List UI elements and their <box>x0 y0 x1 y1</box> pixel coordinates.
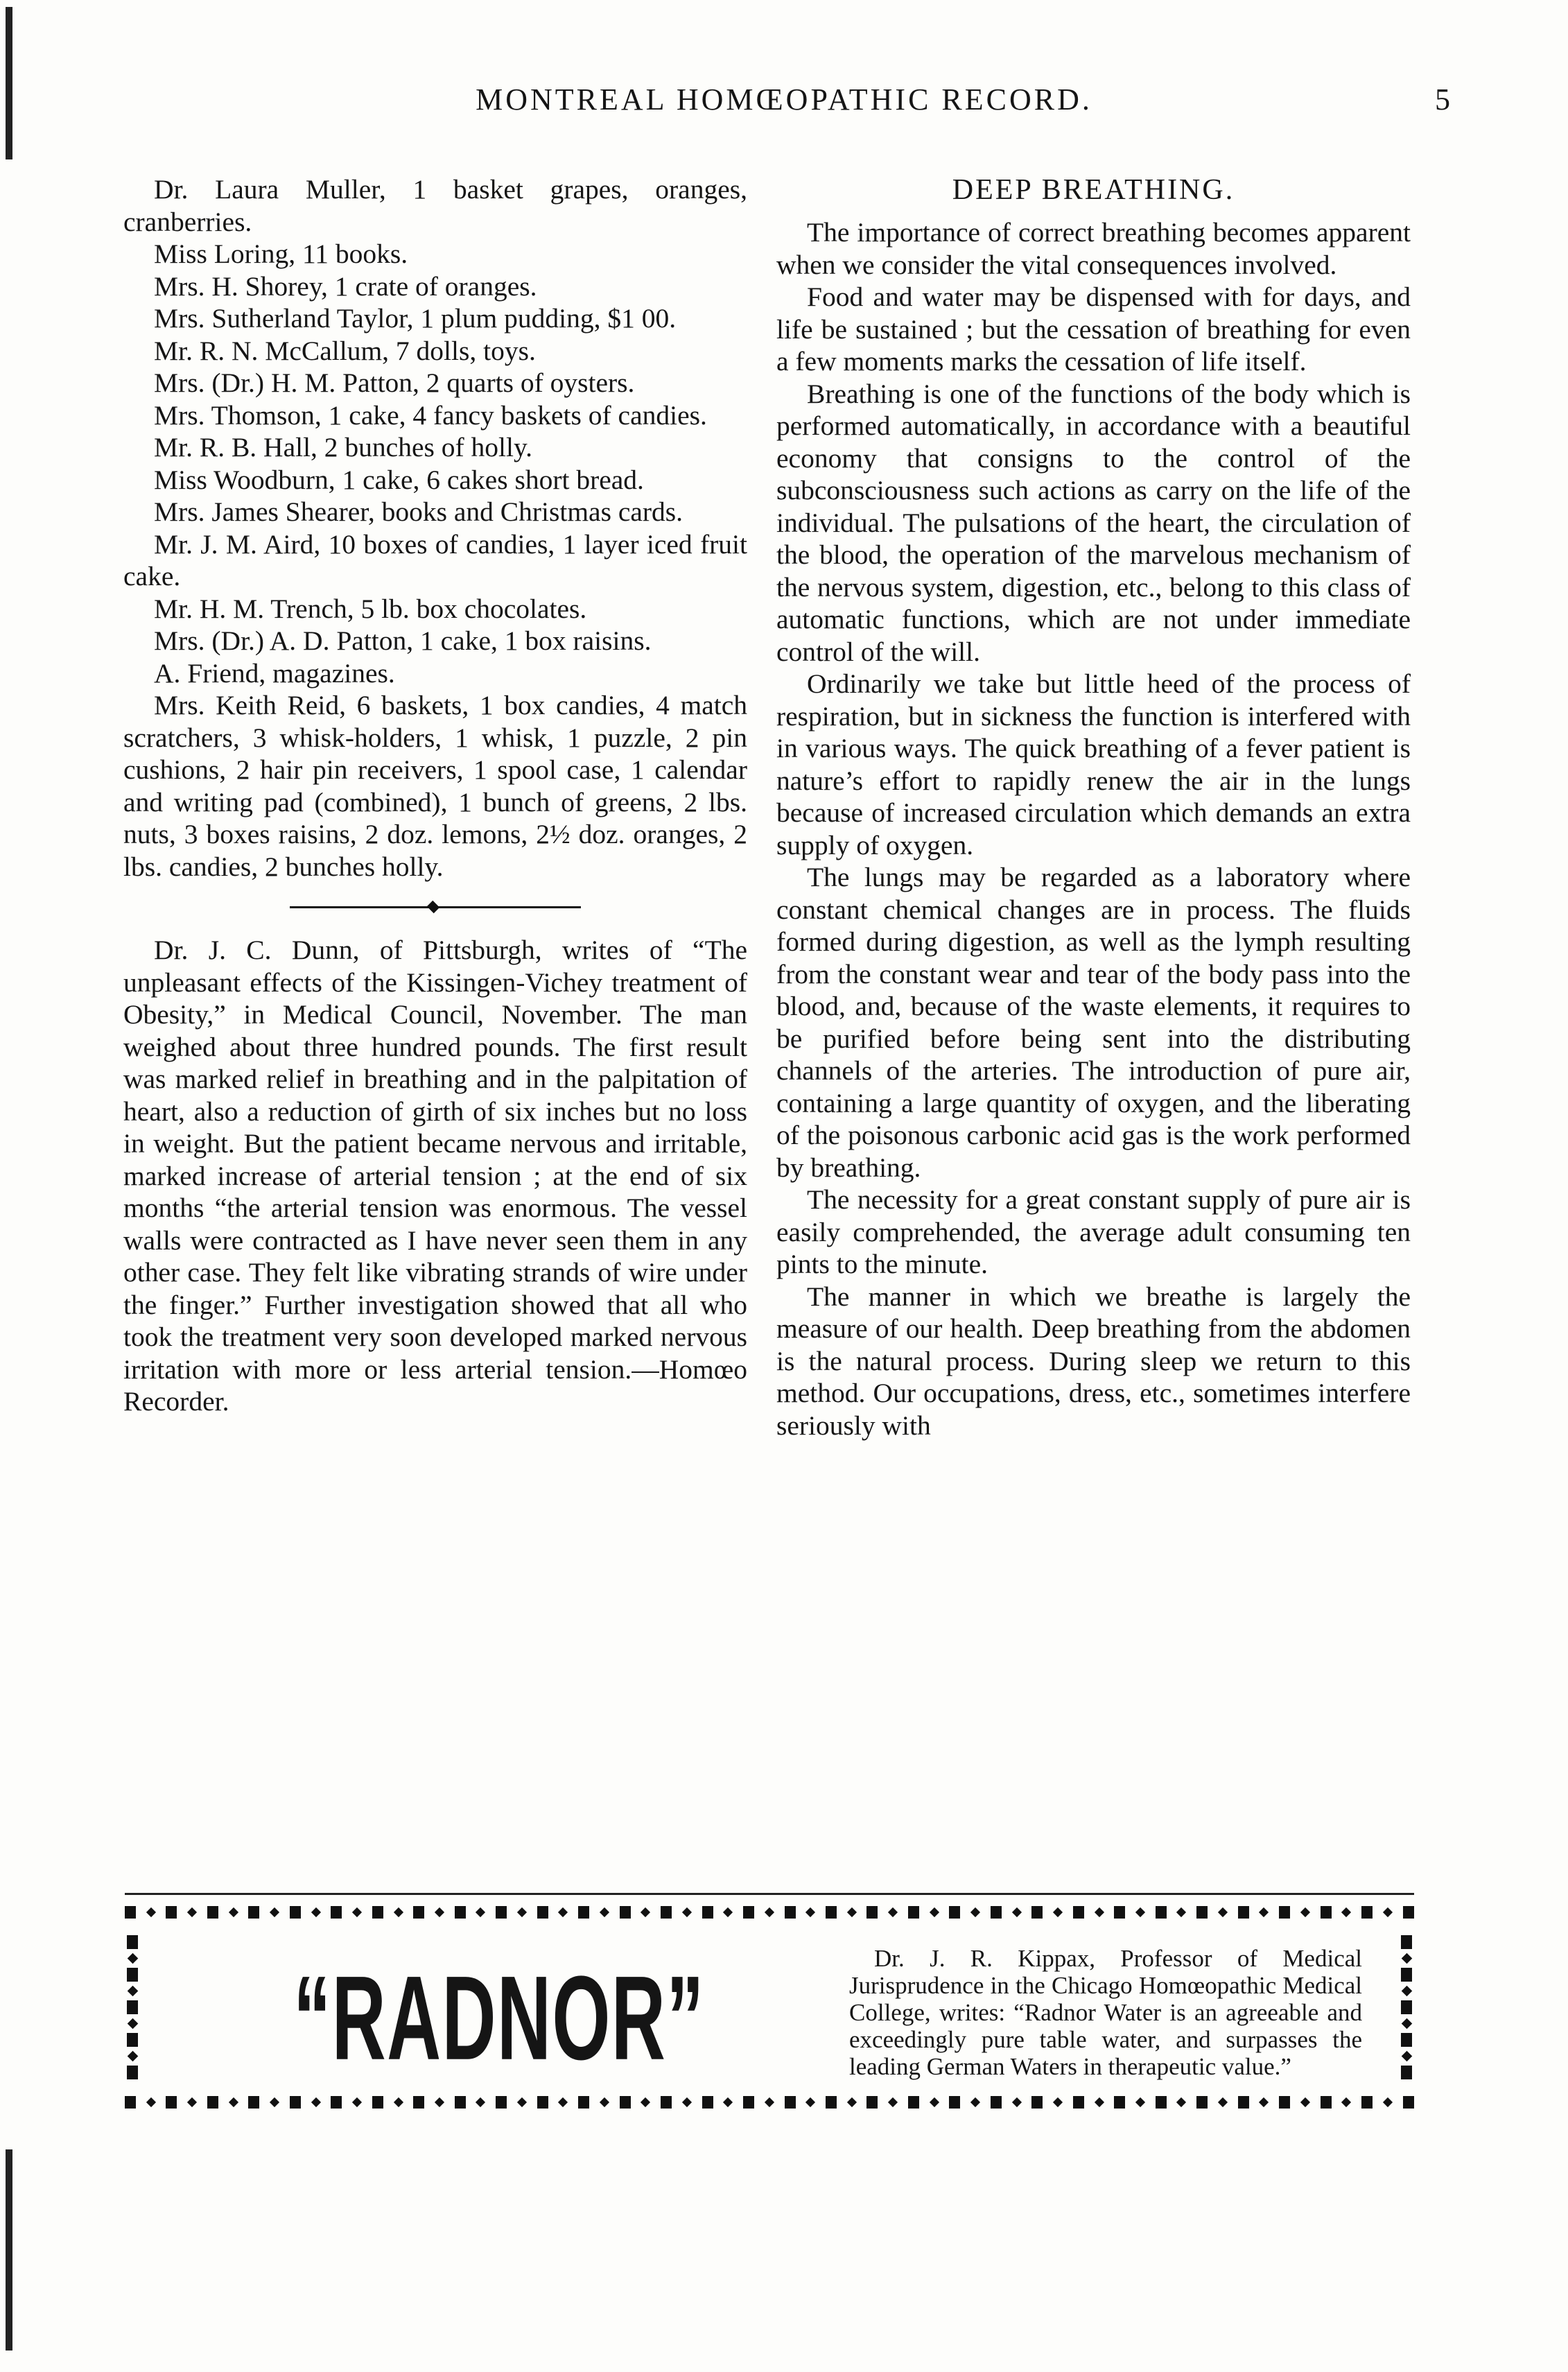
border-diamond-ornament <box>1176 1907 1186 1917</box>
border-square-ornament <box>661 1906 672 1919</box>
border-square-ornament <box>661 2096 672 2109</box>
border-square-ornament <box>1156 2096 1167 2109</box>
border-square-ornament <box>127 1935 138 1949</box>
page-header <box>118 82 1450 130</box>
ad-border-right <box>1399 1935 1414 2079</box>
border-diamond-ornament <box>641 2097 650 2107</box>
brand-name: “RADNOR” <box>293 1950 705 2085</box>
donation-entry: Mr. J. M. Aird, 10 boxes of candies, 1 layer iced fruit cake. <box>123 528 747 591</box>
border-square-ornament <box>1156 1906 1167 1919</box>
border-square-ornament <box>1196 2096 1208 2109</box>
border-diamond-ornament <box>127 1986 138 1997</box>
border-diamond-ornament <box>1135 2097 1145 2107</box>
border-diamond-ornament <box>1053 2097 1063 2107</box>
border-square-ornament <box>702 2096 713 2109</box>
border-diamond-ornament <box>765 2097 774 2107</box>
border-diamond-ornament <box>682 1907 692 1917</box>
border-square-ornament <box>166 1906 177 1919</box>
border-diamond-ornament <box>558 2097 568 2107</box>
border-diamond-ornament <box>476 1907 485 1917</box>
border-diamond-ornament <box>1401 1986 1412 1997</box>
border-square-ornament <box>908 1906 919 1919</box>
article-paragraph: The manner in which we breathe is largely the measure of our health. Deep breathing from the abdomen is the natural process. During sleep we return to this method. Our occupations, dress, etc., sometimes interfere seriously with <box>776 1281 1411 1441</box>
border-square-ornament <box>127 2066 138 2079</box>
border-diamond-ornament <box>352 1907 362 1917</box>
border-square-ornament <box>949 1906 960 1919</box>
border-square-ornament <box>248 2096 259 2109</box>
border-square-ornament <box>248 1906 259 1919</box>
border-square-ornament <box>578 1906 589 1919</box>
border-square-ornament <box>908 2096 919 2109</box>
page-number: 5 <box>1435 83 1450 116</box>
border-diamond-ornament <box>1259 2097 1269 2107</box>
border-diamond-ornament <box>1012 2097 1022 2107</box>
border-diamond-ornament <box>930 2097 939 2107</box>
border-square-ornament <box>949 2096 960 2109</box>
donation-entry: Mrs. Keith Reid, 6 baskets, 1 box candies, 4 match scratchers, 3 whisk-holders, 1 whisk, 1 puzzle, 2 pin cushions, 2 hair pin receivers, 1 spool case, 1 calendar and writing pad (combined), 1 bunch of greens, 2 lbs. nuts, 3 boxes raisins, 2 doz. lemons, 2½ doz. oranges, 2 lbs. candies, 2 bunches holly. <box>123 690 747 882</box>
donation-entry: Mr. H. M. Trench, 5 lb. box chocolates. <box>154 593 587 624</box>
border-square-ornament <box>1401 1935 1412 1949</box>
donation-entry: Dr. Laura Muller, 1 basket grapes, oranges, cranberries. <box>123 174 747 237</box>
ad-border-left <box>125 1935 140 2079</box>
border-diamond-ornament <box>393 1907 403 1917</box>
border-square-ornament <box>1403 2096 1414 2109</box>
article-paragraph: The necessity for a great constant supply of pure air is easily comprehended, the average adult consuming ten pints to the minute. <box>776 1184 1411 1279</box>
donation-entry: Mr. R. N. McCallum, 7 dolls, toys. <box>154 335 536 366</box>
border-diamond-ornament <box>1383 1907 1393 1917</box>
border-diamond-ornament <box>229 2097 238 2107</box>
border-diamond-ornament <box>127 2051 138 2062</box>
border-diamond-ornament <box>1341 2097 1351 2107</box>
border-diamond-ornament <box>1383 2097 1393 2107</box>
donation-entry: Mrs. (Dr.) H. M. Patton, 2 quarts of oysters. <box>154 367 635 398</box>
footer-rule <box>125 1893 1414 1895</box>
border-square-ornament <box>1321 2096 1332 2109</box>
border-diamond-ornament <box>311 2097 321 2107</box>
border-square-ornament <box>1031 1906 1043 1919</box>
border-square-ornament <box>1401 2033 1412 2047</box>
section-divider <box>290 901 581 913</box>
border-diamond-ornament <box>435 1907 444 1917</box>
border-square-ornament <box>290 2096 301 2109</box>
border-square-ornament <box>991 1906 1002 1919</box>
border-diamond-ornament <box>517 2097 527 2107</box>
border-diamond-ornament <box>600 2097 609 2107</box>
border-square-ornament <box>1238 2096 1249 2109</box>
border-square-ornament <box>127 2033 138 2047</box>
border-square-ornament <box>413 2096 424 2109</box>
brand-block <box>173 1938 825 2084</box>
border-square-ornament <box>455 2096 466 2109</box>
article-paragraph: Ordinarily we take but little heed of the process of respiration, but in sickness the function is interfered with in various ways. The quick breathing of a fever patient is nature’s effort to rapidly renew the air in the lungs because of increased circulation which demands an extra supply of oxygen. <box>776 668 1411 860</box>
border-diamond-ornament <box>1094 2097 1104 2107</box>
border-diamond-ornament <box>127 2018 138 2029</box>
border-square-ornament <box>866 1906 878 1919</box>
border-diamond-ornament <box>1401 2018 1412 2029</box>
border-square-ornament <box>290 1906 301 1919</box>
border-diamond-ornament <box>723 1907 733 1917</box>
border-square-ornament <box>372 2096 383 2109</box>
border-square-ornament <box>785 2096 796 2109</box>
border-diamond-ornament <box>1218 2097 1228 2107</box>
border-diamond-ornament <box>765 1907 774 1917</box>
border-square-ornament <box>1196 1906 1208 1919</box>
border-diamond-ornament <box>1135 1907 1145 1917</box>
border-square-ornament <box>455 1906 466 1919</box>
border-square-ornament <box>372 1906 383 1919</box>
border-diamond-ornament <box>847 1907 857 1917</box>
border-square-ornament <box>207 1906 218 1919</box>
border-square-ornament <box>702 1906 713 1919</box>
border-square-ornament <box>743 2096 754 2109</box>
border-square-ornament <box>866 2096 878 2109</box>
donation-entry: Mr. R. B. Hall, 2 bunches of holly. <box>154 432 533 462</box>
border-diamond-ornament <box>1401 1953 1412 1964</box>
border-square-ornament <box>785 1906 796 1919</box>
left-column <box>123 173 747 1418</box>
article-paragraph: The lungs may be regarded as a laboratory where constant chemical changes are in process. The fluids formed during digestion, as well as the lymph resulting from the constant wear and tear of the body pass into the blood, and, because of the waste elements, it requires to be purified before being sent into the distributing channels of the arteries. The introduction of pure air, containing a large quantity of oxygen, and the liberating of the poisonous carbonic acid gas is the work performed by breathing. <box>776 862 1411 1183</box>
border-square-ornament <box>331 1906 342 1919</box>
border-diamond-ornament <box>187 2097 197 2107</box>
border-square-ornament <box>1401 2066 1412 2079</box>
article-paragraph: Food and water may be dispensed with for days, and life be sustained ; but the cessation of breathing for even a few moments marks the cessation of life itself. <box>776 282 1411 376</box>
border-square-ornament <box>207 2096 218 2109</box>
border-square-ornament <box>1361 1906 1373 1919</box>
scan-edge-mark-bottom <box>6 2149 12 2351</box>
border-square-ornament <box>1114 1906 1125 1919</box>
border-square-ornament <box>496 2096 507 2109</box>
radnor-advertisement <box>125 1903 1414 2111</box>
border-diamond-ornament <box>1300 1907 1310 1917</box>
border-square-ornament <box>1238 1906 1249 1919</box>
donation-entry: Miss Loring, 11 books. <box>154 239 408 269</box>
border-square-ornament <box>826 2096 837 2109</box>
border-diamond-ornament <box>805 1907 815 1917</box>
border-diamond-ornament <box>970 2097 980 2107</box>
divider-ornament <box>427 901 439 913</box>
border-diamond-ornament <box>888 2097 898 2107</box>
border-square-ornament <box>578 2096 589 2109</box>
border-diamond-ornament <box>682 2097 692 2107</box>
border-square-ornament <box>1321 1906 1332 1919</box>
border-diamond-ornament <box>930 1907 939 1917</box>
border-diamond-ornament <box>1259 1907 1269 1917</box>
border-square-ornament <box>826 1906 837 1919</box>
article-paragraph: The importance of correct breathing becomes apparent when we consider the vital consequences involved. <box>776 217 1411 280</box>
border-diamond-ornament <box>435 2097 444 2107</box>
border-diamond-ornament <box>146 2097 156 2107</box>
border-square-ornament <box>1279 1906 1290 1919</box>
border-square-ornament <box>166 2096 177 2109</box>
ad-testimonial <box>849 1945 1362 2080</box>
border-diamond-ornament <box>1341 1907 1351 1917</box>
border-diamond-ornament <box>127 1953 138 1964</box>
border-square-ornament <box>743 1906 754 1919</box>
border-square-ornament <box>1073 1906 1084 1919</box>
border-diamond-ornament <box>558 1907 568 1917</box>
border-diamond-ornament <box>847 2097 857 2107</box>
border-square-ornament <box>620 2096 631 2109</box>
testimonial-text: Dr. J. R. Kippax, Professor of Medical Jurisprudence in the Chicago Homœopathic Medical College, writes: “Radnor Water is an agreeable and exceedingly pure table water, and surpasses the leading German Waters in therapeutic value.” <box>849 1945 1362 2080</box>
donation-entry: Miss Woodburn, 1 cake, 6 cakes short bread. <box>154 464 644 495</box>
border-square-ornament <box>537 2096 548 2109</box>
border-diamond-ornament <box>229 1907 238 1917</box>
border-diamond-ornament <box>393 2097 403 2107</box>
border-diamond-ornament <box>352 2097 362 2107</box>
donation-entry: A. Friend, magazines. <box>154 657 395 689</box>
border-square-ornament <box>413 1906 424 1919</box>
border-square-ornament <box>620 1906 631 1919</box>
scan-edge-mark-top <box>6 7 12 159</box>
border-diamond-ornament <box>805 2097 815 2107</box>
border-diamond-ornament <box>641 1907 650 1917</box>
border-diamond-ornament <box>517 1907 527 1917</box>
running-title: MONTREAL HOMŒOPATHIC RECORD. <box>476 83 1092 116</box>
border-square-ornament <box>1031 2096 1043 2109</box>
border-square-ornament <box>127 1968 138 1982</box>
border-square-ornament <box>127 2000 138 2014</box>
border-square-ornament <box>1401 2000 1412 2014</box>
border-diamond-ornament <box>270 1907 279 1917</box>
border-square-ornament <box>1401 1968 1412 1982</box>
border-square-ornament <box>1403 1906 1414 1919</box>
donation-entry: Mrs. H. Shorey, 1 crate of oranges. <box>154 270 537 302</box>
donation-list <box>123 173 747 883</box>
border-square-ornament <box>1114 2096 1125 2109</box>
article-title: DEEP BREATHING. <box>952 174 1235 206</box>
border-square-ornament <box>991 2096 1002 2109</box>
border-square-ornament <box>1361 2096 1373 2109</box>
border-square-ornament <box>125 2096 136 2109</box>
border-diamond-ornament <box>970 1907 980 1917</box>
border-diamond-ornament <box>187 1907 197 1917</box>
donation-entry: Mrs. (Dr.) A. D. Patton, 1 cake, 1 box raisins. <box>154 625 652 656</box>
border-diamond-ornament <box>1218 1907 1228 1917</box>
border-diamond-ornament <box>1053 1907 1063 1917</box>
border-square-ornament <box>1073 2096 1084 2109</box>
donation-entry: Mrs. Sutherland Taylor, 1 plum pudding, $1 00. <box>154 303 677 334</box>
border-square-ornament <box>125 1906 136 1919</box>
border-diamond-ornament <box>1012 1907 1022 1917</box>
article-paragraph: Breathing is one of the functions of the body which is performed automatically, in accordance with a beautiful economy that consigns to the control of the subconsciousness such actions as carry on the life of the individual. The pulsations of the heart, the circulation of the blood, the operation of the marvelous mechanism of the nervous system, digestion, etc., belong to this class of automatic functions, which are not under immediate control of the will. <box>776 378 1411 667</box>
border-diamond-ornament <box>1094 1907 1104 1917</box>
border-diamond-ornament <box>888 1907 898 1917</box>
border-diamond-ornament <box>311 1907 321 1917</box>
border-diamond-ornament <box>476 2097 485 2107</box>
dunn-article: Dr. J. C. Dunn, of Pittsburgh, writes of “The unpleasant effects of the Kissingen-Vichey treatment of Obesity,” in Medical Council, November. The man weighed about three hundred pounds. The first result was marked relief in breathing and in the palpitation of heart, also a reduction of girth of six inches but no loss in weight. But the patient became nervous and irritable, marked increase of arterial tension ; at the end of six months “the arterial tension was enormous. The vessel walls were contracted as I have never seen them in any other case. They felt like vibrating strands of wire under the finger.” Further investigation showed that all who took the treatment very soon developed marked nervous irritation with more or less arterial tension.—Homœo Recorder. <box>123 935 747 1417</box>
donation-entry: Mrs. Thomson, 1 cake, 4 fancy baskets of candies. <box>154 399 707 431</box>
donation-entry: Mrs. James Shearer, books and Christmas cards. <box>154 496 683 527</box>
border-square-ornament <box>1279 2096 1290 2109</box>
border-diamond-ornament <box>1401 2051 1412 2062</box>
border-diamond-ornament <box>270 2097 279 2107</box>
border-diamond-ornament <box>723 2097 733 2107</box>
ad-border-top <box>125 1903 1414 1921</box>
border-diamond-ornament <box>1176 2097 1186 2107</box>
border-diamond-ornament <box>146 1907 156 1917</box>
border-square-ornament <box>331 2096 342 2109</box>
border-square-ornament <box>537 1906 548 1919</box>
border-diamond-ornament <box>600 1907 609 1917</box>
border-square-ornament <box>496 1906 507 1919</box>
right-column <box>776 173 1411 1442</box>
border-diamond-ornament <box>1300 2097 1310 2107</box>
